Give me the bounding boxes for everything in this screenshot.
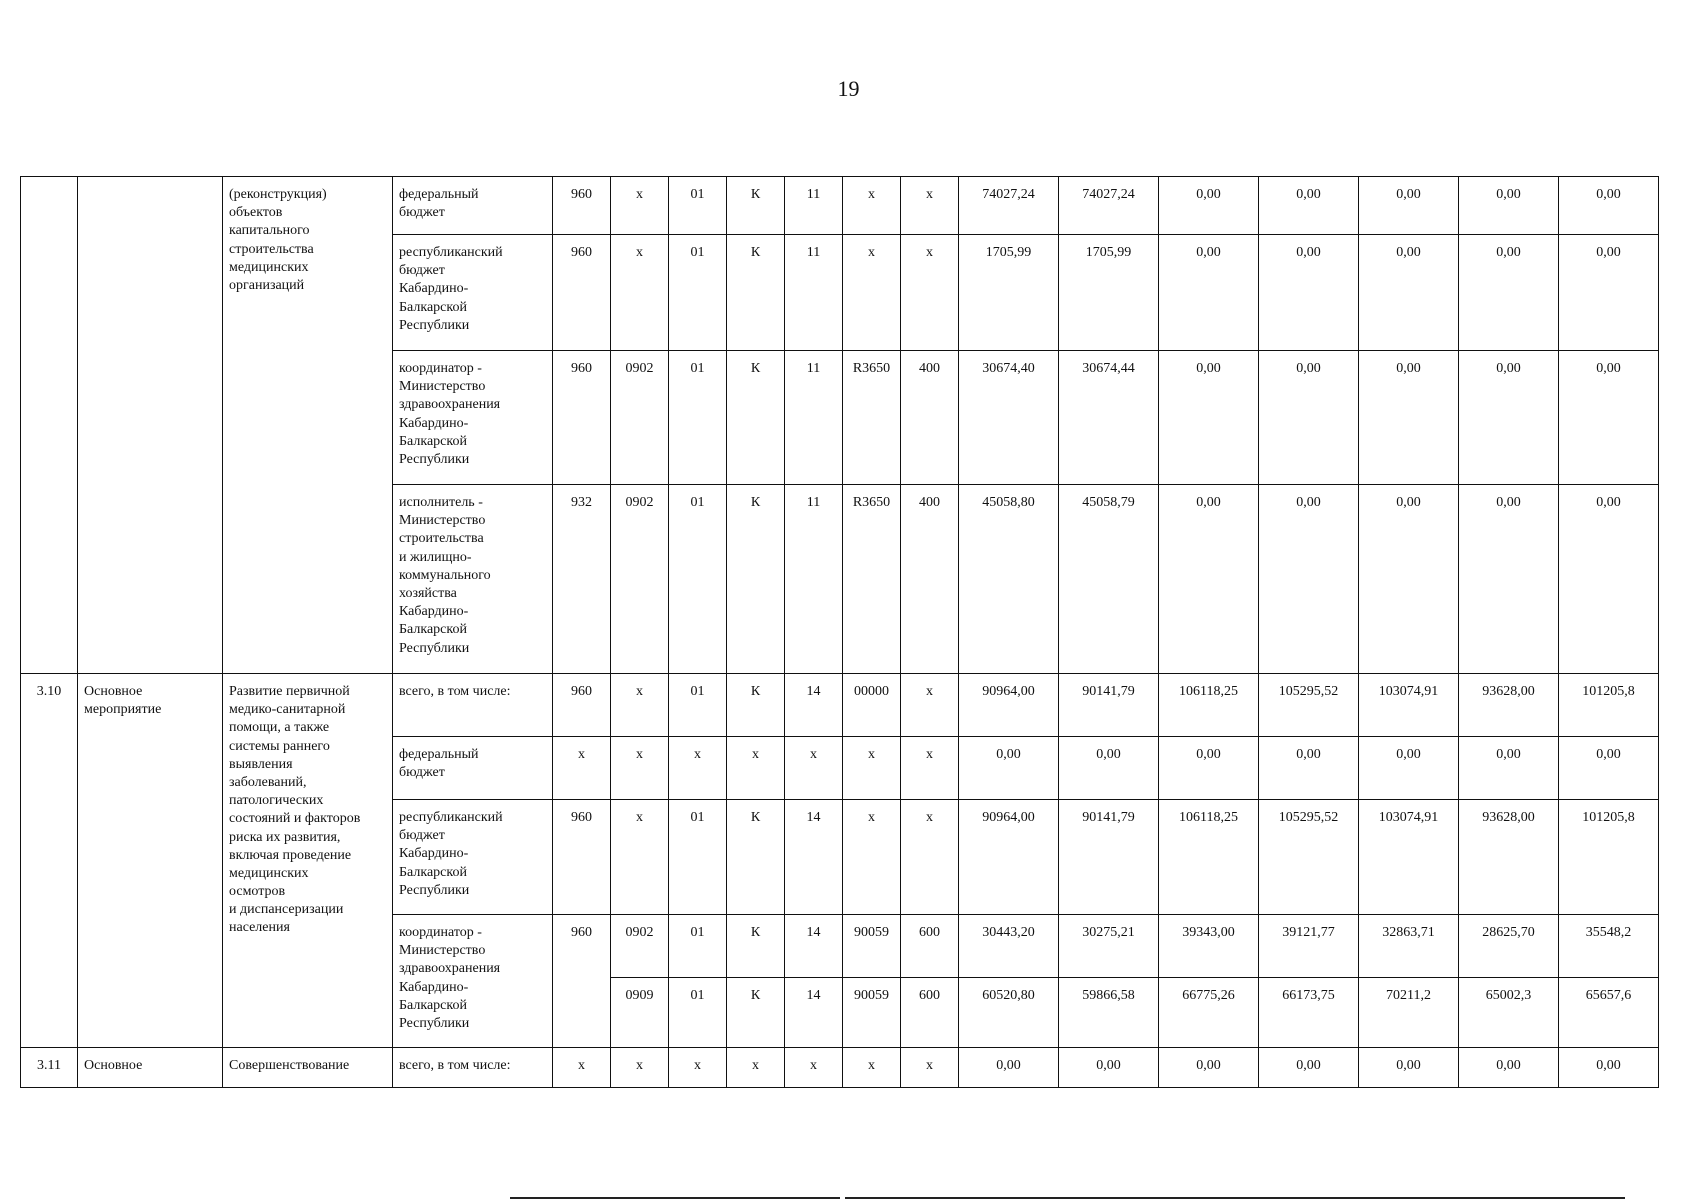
value-cell: 0,00 [1259,235,1359,351]
vr-code: x [901,177,959,235]
value-cell: 93628,00 [1459,674,1559,737]
scan-edge-line-left [510,1197,840,1199]
value-cell: 35548,2 [1559,915,1659,978]
value-cell: 60520,80 [959,978,1059,1048]
value-cell: 30674,40 [959,351,1059,485]
value-cell: 74027,24 [959,177,1059,235]
value-cell: 45058,79 [1059,485,1159,674]
value-cell: 28625,70 [1459,915,1559,978]
value-cell: 90141,79 [1059,800,1159,915]
value-cell: 0,00 [1259,485,1359,674]
value-cell: 0,00 [1559,485,1659,674]
direction-code: x [843,737,901,800]
direction-code: 00000 [843,674,901,737]
value-cell: 90964,00 [959,800,1059,915]
vr-code: x [901,800,959,915]
grbs-code: 960 [553,351,611,485]
value-cell: 65657,6 [1559,978,1659,1048]
value-cell: 101205,8 [1559,674,1659,737]
direction-code: x [843,800,901,915]
pp-code: К [727,915,785,978]
value-cell: 0,00 [1059,737,1159,800]
value-cell: 0,00 [1459,235,1559,351]
value-cell: 90141,79 [1059,674,1159,737]
item-number [21,177,78,674]
funding-source: федеральный бюджет [393,177,553,235]
grbs-code: 932 [553,485,611,674]
value-cell: 0,00 [1359,737,1459,800]
gp-code: 01 [669,915,727,978]
vr-code: 400 [901,485,959,674]
value-cell: 0,00 [1359,235,1459,351]
value-cell: 105295,52 [1259,674,1359,737]
value-cell: 0,00 [1359,485,1459,674]
rz-pr-code: x [611,1048,669,1088]
value-cell: 0,00 [1159,235,1259,351]
funding-source: всего, в том числе: [393,1048,553,1088]
value-cell: 0,00 [1459,177,1559,235]
pp-code: К [727,235,785,351]
grbs-code: 960 [553,674,611,737]
om-code: 14 [785,915,843,978]
value-cell: 66775,26 [1159,978,1259,1048]
value-cell: 0,00 [1559,737,1659,800]
value-cell: 0,00 [1459,485,1559,674]
rz-pr-code: x [611,674,669,737]
value-cell: 0,00 [1559,351,1659,485]
value-cell: 0,00 [1559,1048,1659,1088]
value-cell: 106118,25 [1159,800,1259,915]
value-cell: 0,00 [1059,1048,1159,1088]
pp-code: К [727,485,785,674]
value-cell: 1705,99 [959,235,1059,351]
om-code: x [785,1048,843,1088]
vr-code: x [901,674,959,737]
rz-pr-code: 0902 [611,915,669,978]
value-cell: 0,00 [1159,177,1259,235]
gp-code: 01 [669,351,727,485]
funding-source: координатор - Министерство здравоохранения Кабардино- Балкарской Республики [393,915,553,1048]
om-code: 11 [785,235,843,351]
value-cell: 0,00 [959,1048,1059,1088]
value-cell: 0,00 [1559,235,1659,351]
value-cell: 0,00 [1259,351,1359,485]
gp-code: x [669,737,727,800]
om-code: 14 [785,978,843,1048]
scan-edge-line-right [845,1197,1625,1199]
budget-table [20,176,1659,1088]
value-cell: 66173,75 [1259,978,1359,1048]
direction-code: R3650 [843,485,901,674]
direction-code: x [843,1048,901,1088]
value-cell: 0,00 [1259,177,1359,235]
value-cell: 106118,25 [1159,674,1259,737]
value-cell: 0,00 [1159,485,1259,674]
direction-code: 90059 [843,978,901,1048]
direction-code: 90059 [843,915,901,978]
value-cell: 0,00 [1359,177,1459,235]
value-cell: 0,00 [1259,1048,1359,1088]
funding-source: исполнитель - Министерство строительства и жилищно- коммунального хозяйства Кабардино- Балкарской Республики [393,485,553,674]
pp-code: К [727,674,785,737]
gp-code: 01 [669,800,727,915]
gp-code: 01 [669,485,727,674]
pp-code: К [727,177,785,235]
grbs-code: 960 [553,800,611,915]
item-type: Основное [78,1048,223,1088]
rz-pr-code: 0909 [611,978,669,1048]
item-name: (реконструкция) объектов капитального строительства медицинских организаций [223,177,393,674]
funding-source: федеральный бюджет [393,737,553,800]
item-name: Развитие первичной медико-санитарной помощи, а также системы раннего выявления заболеваний, патологических состояний и факторов риска их развития, включая проведение медицинских осмотров и диспансеризации населения [223,674,393,1048]
vr-code: 600 [901,978,959,1048]
gp-code: 01 [669,235,727,351]
table-row [21,1048,1659,1088]
value-cell: 0,00 [1459,1048,1559,1088]
value-cell: 1705,99 [1059,235,1159,351]
value-cell: 59866,58 [1059,978,1159,1048]
value-cell: 105295,52 [1259,800,1359,915]
grbs-code: x [553,737,611,800]
value-cell: 0,00 [1459,351,1559,485]
table-row [21,674,1659,737]
rz-pr-code: 0902 [611,351,669,485]
rz-pr-code: x [611,235,669,351]
value-cell: 103074,91 [1359,674,1459,737]
item-number: 3.11 [21,1048,78,1088]
direction-code: R3650 [843,351,901,485]
vr-code: x [901,1048,959,1088]
value-cell: 0,00 [1359,351,1459,485]
grbs-code: x [553,1048,611,1088]
value-cell: 0,00 [1259,737,1359,800]
funding-source: всего, в том числе: [393,674,553,737]
grbs-code: 960 [553,915,611,1048]
vr-code: x [901,235,959,351]
gp-code: x [669,1048,727,1088]
value-cell: 39121,77 [1259,915,1359,978]
value-cell: 45058,80 [959,485,1059,674]
rz-pr-code: x [611,177,669,235]
value-cell: 39343,00 [1159,915,1259,978]
item-name: Совершенствование [223,1048,393,1088]
value-cell: 0,00 [959,737,1059,800]
value-cell: 0,00 [1559,177,1659,235]
vr-code: 600 [901,915,959,978]
pp-code: К [727,351,785,485]
pp-code: x [727,737,785,800]
funding-source: координатор - Министерство здравоохранения Кабардино- Балкарской Республики [393,351,553,485]
value-cell: 74027,24 [1059,177,1159,235]
gp-code: 01 [669,978,727,1048]
vr-code: x [901,737,959,800]
rz-pr-code: x [611,737,669,800]
value-cell: 65002,3 [1459,978,1559,1048]
item-type [78,177,223,674]
value-cell: 30275,21 [1059,915,1159,978]
om-code: 14 [785,674,843,737]
page-number: 19 [837,76,860,101]
pp-code: К [727,800,785,915]
rz-pr-code: x [611,800,669,915]
value-cell: 30674,44 [1059,351,1159,485]
om-code: 11 [785,351,843,485]
direction-code: x [843,235,901,351]
funding-source: республиканский бюджет Кабардино- Балкарской Республики [393,235,553,351]
value-cell: 32863,71 [1359,915,1459,978]
value-cell: 90964,00 [959,674,1059,737]
om-code: 11 [785,485,843,674]
pp-code: x [727,1048,785,1088]
value-cell: 70211,2 [1359,978,1459,1048]
value-cell: 0,00 [1359,1048,1459,1088]
grbs-code: 960 [553,235,611,351]
direction-code: x [843,177,901,235]
value-cell: 103074,91 [1359,800,1459,915]
value-cell: 101205,8 [1559,800,1659,915]
gp-code: 01 [669,674,727,737]
value-cell: 0,00 [1159,351,1259,485]
gp-code: 01 [669,177,727,235]
grbs-code: 960 [553,177,611,235]
pp-code: К [727,978,785,1048]
item-number: 3.10 [21,674,78,1048]
value-cell: 0,00 [1159,1048,1259,1088]
vr-code: 400 [901,351,959,485]
rz-pr-code: 0902 [611,485,669,674]
value-cell: 0,00 [1159,737,1259,800]
value-cell: 30443,20 [959,915,1059,978]
value-cell: 93628,00 [1459,800,1559,915]
item-type: Основное мероприятие [78,674,223,1048]
om-code: x [785,737,843,800]
om-code: 11 [785,177,843,235]
value-cell: 0,00 [1459,737,1559,800]
funding-source: республиканский бюджет Кабардино- Балкарской Республики [393,800,553,915]
table-row [21,177,1659,235]
om-code: 14 [785,800,843,915]
